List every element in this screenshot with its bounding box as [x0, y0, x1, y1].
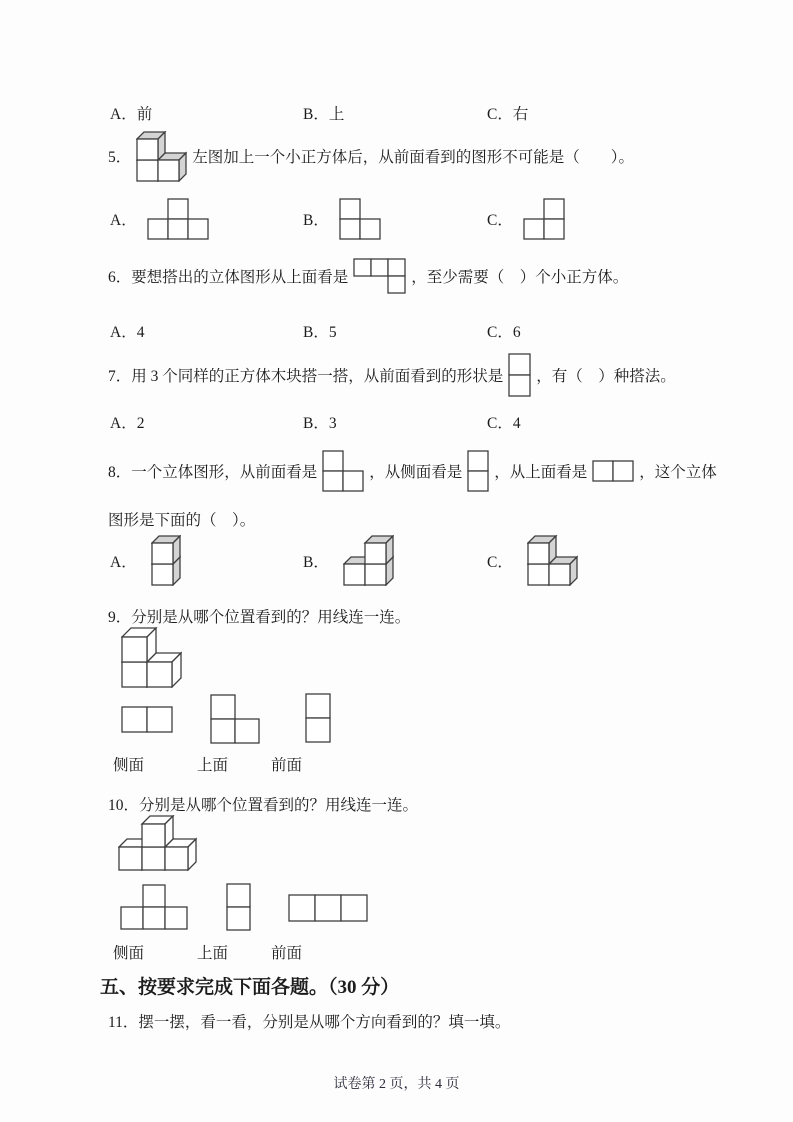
question-5-option-b: [303, 198, 381, 240]
question-9-label-front: 前面: [271, 757, 303, 774]
question-4-option-b: B．上: [303, 106, 345, 123]
question-8-top-view-shape: [592, 460, 634, 482]
question-8-option-b: [303, 535, 394, 586]
question-5-text: 左图加上一个小正方体后，从前面看到的图形不可能是（ ）。: [192, 149, 635, 166]
option-a-label: A．: [110, 553, 137, 571]
question-6-text-before: 6．要想搭出的立体图形从上面看是: [108, 269, 349, 286]
question-10-cube-figure: [118, 815, 197, 871]
question-8-front-view-shape: [322, 450, 364, 492]
question-9-text: 9．分别是从哪个位置看到的？用线连一连。: [108, 609, 411, 626]
question-8-option-a: [110, 535, 181, 586]
question-9-label-top: 上面: [197, 757, 229, 774]
question-7-option-a: A．2: [110, 415, 145, 432]
question-7-stem: [108, 353, 676, 397]
question-7-front-view-shape: [508, 353, 531, 397]
option-b-label: B．: [303, 553, 329, 571]
option-c-label: C．: [487, 553, 513, 571]
option-a-shape: [147, 198, 209, 240]
question-6-stem: [108, 258, 628, 294]
question-7-text-before: 7．用 3 个同样的正方体木块搭一搭，从前面看到的形状是: [108, 368, 504, 385]
question-4-option-a: A．前: [110, 106, 153, 123]
question-8-text-5: 图形是下面的（ ）。: [108, 512, 256, 529]
question-10-view-shape-3: [288, 894, 368, 922]
question-9-label-side: 侧面: [113, 757, 145, 774]
question-9-view-shape-3: [305, 693, 331, 743]
option-b-cube-figure: [343, 535, 394, 586]
question-8-text-4: ，这个立体: [639, 464, 717, 481]
question-6-option-c: C．6: [487, 324, 521, 341]
question-5-option-a: [110, 198, 209, 240]
question-10-text: 10．分别是从哪个位置看到的？用线连一连。: [108, 797, 419, 814]
option-a-cube-figure: [151, 535, 181, 586]
question-9-view-shape-2: [210, 694, 260, 744]
question-7-text-after: ，有（ ）种搭法。: [536, 368, 676, 385]
option-c-cube-figure: [527, 535, 578, 586]
option-a-label: A．: [110, 212, 137, 229]
question-7-option-b: B．3: [303, 415, 337, 432]
question-8-text-1: 8．一个立体图形，从前面看是: [108, 464, 318, 481]
question-5-cube-figure: [136, 131, 187, 182]
section-5-title: 五、按要求完成下面各题。（30 分）: [100, 977, 400, 998]
question-7-option-c: C．4: [487, 415, 521, 432]
question-9-cube-figure: [121, 627, 182, 688]
option-c-label: C．: [487, 212, 513, 229]
question-8-option-c: [487, 535, 578, 586]
option-c-shape: [523, 198, 565, 240]
question-5-option-c: [487, 198, 565, 240]
question-6-top-view-shape: [353, 258, 406, 294]
option-b-label: B．: [303, 212, 329, 229]
question-6-option-b: B．5: [303, 324, 337, 341]
question-10-view-shape-2: [226, 883, 251, 931]
question-8-text-3: ，从上面看是: [494, 464, 588, 481]
question-10-label-side: 侧面: [113, 945, 145, 962]
question-8-text-2: ，从侧面看是: [369, 464, 463, 481]
question-11-text: 11．摆一摆，看一看，分别是从哪个方向看到的？填一填。: [108, 1014, 511, 1031]
question-8-side-view-shape: [467, 450, 489, 492]
question-8-stem: [108, 450, 717, 492]
question-9-view-shape-1: [121, 706, 173, 733]
question-4-option-c: C．右: [487, 106, 529, 123]
question-5-stem: [108, 130, 634, 182]
question-10-label-front: 前面: [271, 945, 303, 962]
question-10-view-shape-1: [120, 884, 188, 930]
page-footer: 试卷第 2 页，共 4 页: [333, 1077, 460, 1092]
question-6-text-after: ，至少需要（ ）个小正方体。: [411, 269, 629, 286]
option-b-shape: [339, 198, 381, 240]
question-5-number: 5．: [108, 149, 132, 166]
question-6-option-a: A．4: [110, 324, 145, 341]
question-10-label-top: 上面: [197, 945, 229, 962]
